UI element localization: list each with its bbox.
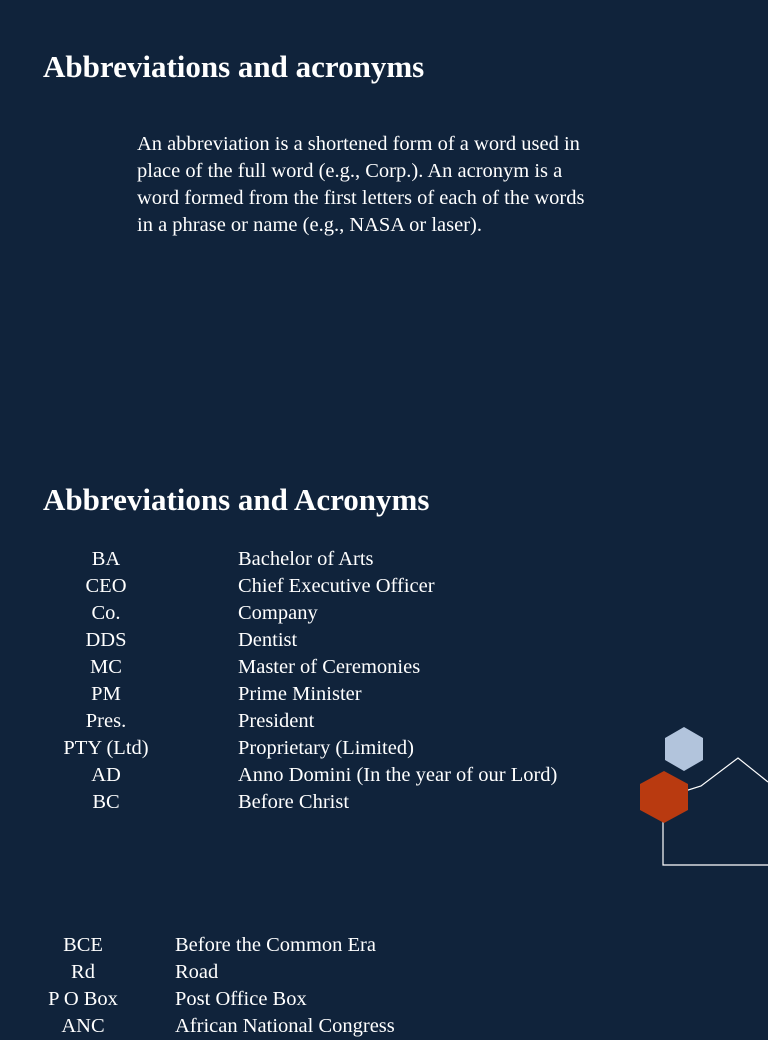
abbreviation-term: PM	[91, 683, 121, 705]
abbreviation-meaning: Company	[238, 602, 318, 624]
abbreviation-meaning: President	[238, 710, 315, 732]
abbreviation-meaning: Anno Domini (In the year of our Lord)	[238, 764, 558, 786]
abbreviation-term: Pres.	[85, 710, 127, 732]
abbreviation-meaning: Prime Minister	[238, 683, 362, 705]
slide-title-acronyms: Abbreviations and Acronyms	[43, 482, 430, 517]
abbreviation-term: P O Box	[48, 988, 118, 1010]
abbreviation-meaning: Master of Ceremonies	[238, 656, 421, 678]
abbreviation-term: CEO	[85, 575, 127, 597]
abbreviation-term: BA	[91, 548, 121, 570]
abbreviation-meaning: Before the Common Era	[175, 934, 376, 956]
abbreviation-meaning: Chief Executive Officer	[238, 575, 435, 597]
abbreviation-meaning: Dentist	[238, 629, 298, 651]
abbreviation-meaning: Proprietary (Limited)	[238, 737, 414, 759]
abbreviation-term: BCE	[63, 934, 103, 956]
abbreviation-term: DDS	[85, 629, 127, 651]
abbreviation-term: ANC	[61, 1015, 105, 1037]
intro-line: place of the full word (e.g., Corp.). An acronym is a	[137, 160, 563, 182]
abbreviation-meaning: Bachelor of Arts	[238, 548, 374, 570]
abbreviation-term: Rd	[71, 961, 95, 983]
abbreviation-meaning: Before Christ	[238, 791, 350, 813]
abbreviation-meaning: African National Congress	[175, 1015, 395, 1037]
abbreviation-term: PTY (Ltd)	[63, 737, 149, 759]
abbreviation-term: AD	[91, 764, 121, 786]
intro-paragraph	[137, 131, 637, 239]
abbreviation-term: Co.	[91, 602, 121, 624]
abbreviation-term: MC	[90, 656, 122, 678]
decorative-shapes	[636, 722, 768, 870]
intro-line: word formed from the first letters of each of the words	[137, 187, 585, 209]
abbreviation-meaning: Post Office Box	[175, 988, 307, 1010]
orange-hexagon-icon	[640, 771, 688, 823]
intro-line: An abbreviation is a shortened form of a word used in	[137, 133, 580, 155]
intro-line: in a phrase or name (e.g., NASA or laser).	[137, 214, 482, 236]
abbreviation-term: BC	[92, 791, 120, 813]
abbreviation-meaning: Road	[175, 961, 219, 983]
light-hexagon-icon	[665, 727, 703, 771]
slide-title-abbreviations: Abbreviations and acronyms	[43, 49, 425, 84]
